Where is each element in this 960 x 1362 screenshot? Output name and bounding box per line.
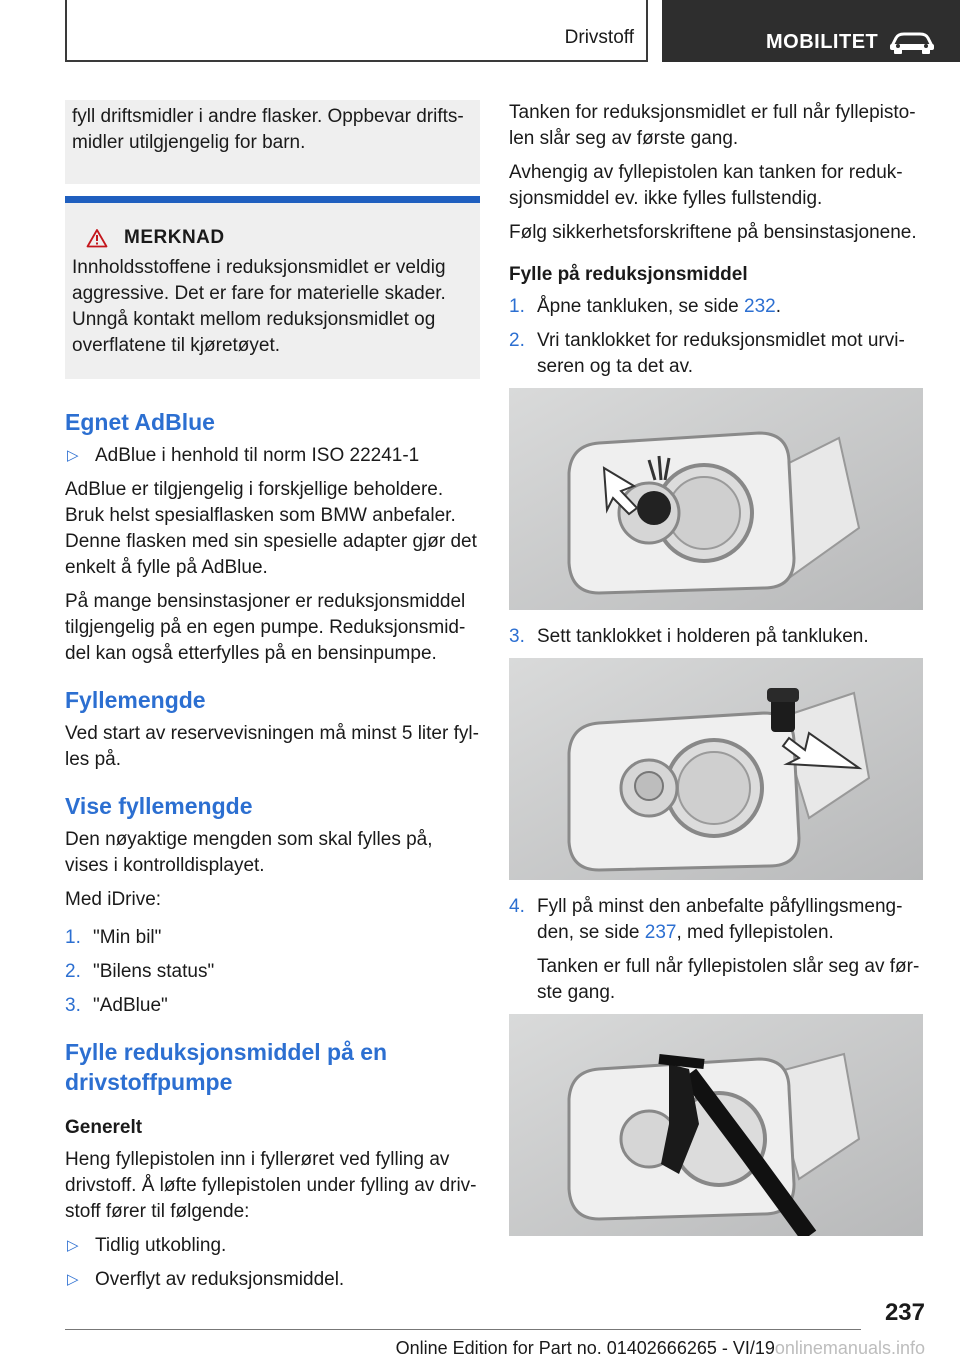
- warning-continuation-box: [65, 100, 480, 184]
- header-section-tab: [65, 0, 648, 62]
- note-text: Innholdsstoffene i reduksjonsmidlet er veldig aggressive. Det er fare for materielle skader. Unngå kontakt mellom reduksjonsmidlet og overflatene til kjøretøyet.: [72, 257, 446, 356]
- list-item: [65, 959, 480, 985]
- bullet-text: Tidlig utkobling.: [95, 1235, 227, 1256]
- step-number: 1.: [65, 927, 81, 948]
- list-item: [509, 328, 923, 380]
- step-number: 3.: [509, 626, 525, 647]
- note-header: [72, 225, 473, 251]
- warning-triangle-icon: [86, 228, 108, 248]
- footer-edition: [396, 1335, 925, 1361]
- step-number: 2.: [65, 961, 81, 982]
- list-item: [65, 993, 480, 1019]
- list-item: [509, 624, 923, 650]
- heading-egnet-adblue: Egnet AdBlue: [65, 409, 215, 435]
- chapter-tab: [662, 0, 960, 62]
- page-link[interactable]: 232: [744, 296, 776, 317]
- car-icon: [888, 30, 936, 54]
- page-number: 237: [884, 1299, 925, 1326]
- step-number: 2.: [509, 330, 525, 351]
- step-text: [537, 894, 923, 946]
- illustration-cap-in-holder: [509, 658, 923, 880]
- paragraph: Avhengig av fyllepistolen kan tanken for reduksjonsmiddel ev. ikke fylles fullstendig.: [509, 162, 903, 209]
- subheading-fylle-pa-reduksjonsmiddel: Fylle på reduksjonsmiddel: [509, 264, 748, 285]
- paragraph: Med iDrive:: [65, 889, 162, 910]
- step-text: Sett tanklokket i holderen på tankluken.: [537, 626, 869, 647]
- list-item: [65, 1267, 480, 1293]
- heading-vise-fyllemengde: Vise fyllemengde: [65, 793, 253, 819]
- step-text-part: Fyll på minst den anbefalte påfyllingsmengden, se side: [537, 896, 903, 943]
- illustration-cap-removal: [509, 388, 923, 610]
- illustration-filling-nozzle: [509, 1014, 923, 1236]
- note-title: MERKNAD: [124, 227, 225, 248]
- list-item: [509, 894, 923, 946]
- list-item: [65, 1233, 480, 1259]
- note-box: [65, 196, 480, 379]
- step-text: Tanken er full når fyllepistolen slår seg av første gang.: [537, 956, 920, 1003]
- bullet-triangle-icon: ▷: [67, 1237, 79, 1254]
- edition-text: Online Edition for Part no. 01402666265 - VI/19: [395, 1338, 775, 1358]
- paragraph: AdBlue er tilgjengelig i forskjellige beholdere. Bruk helst spesialflasken som BMW anbefaler. Denne flasken med sin spesielle adapter gjør det enkelt å fylle på AdBlue.: [65, 479, 477, 578]
- watermark: onlinemanuals.info: [774, 1338, 925, 1358]
- paragraph: Heng fyllepistolen inn i fyllerøret ved fylling av drivstoff. Å løfte fyllepistolen under fylling av drivstoff fører til følgende:: [65, 1149, 477, 1222]
- list-item: [65, 443, 480, 469]
- step-text-part: , med fyllepistolen.: [676, 922, 834, 943]
- step-text: "AdBlue": [93, 995, 168, 1016]
- bullet-triangle-icon: ▷: [67, 447, 79, 464]
- warning-continuation-text: fyll driftsmidler i andre flasker. Oppbevar driftsmidler utilgjengelig for barn.: [72, 106, 464, 153]
- list-item-continuation: [509, 954, 923, 1006]
- paragraph: Følg sikkerhetsforskriftene på bensinstasjonene.: [509, 222, 917, 243]
- section-title: Drivstoff: [564, 27, 634, 48]
- bullet-text: AdBlue i henhold til norm ISO 22241-1: [95, 445, 420, 466]
- paragraph: Den nøyaktige mengden som skal fylles på, vises i kontrolldisplayet.: [65, 829, 433, 876]
- step-number: 4.: [509, 896, 525, 917]
- heading-fylle-pa-drivstoffpumpe: Fylle reduksjonsmiddel på en drivstoffpumpe: [65, 1039, 388, 1095]
- chapter-title: MOBILITET: [766, 31, 879, 53]
- step-number: 1.: [509, 296, 525, 317]
- paragraph: Ved start av reservevisningen må minst 5 liter fylles på.: [65, 723, 479, 770]
- left-column: [65, 100, 480, 1301]
- footer-divider: [65, 1329, 861, 1330]
- step-text-part: .: [775, 296, 782, 317]
- bullet-text: Overflyt av reduksjonsmiddel.: [95, 1269, 345, 1290]
- heading-fyllemengde: Fyllemengde: [65, 687, 206, 713]
- paragraph: Tanken for reduksjonsmidlet er full når fyllepistolen slår seg av første gang.: [509, 102, 916, 149]
- list-item: [65, 925, 480, 951]
- subheading-generelt: Generelt: [65, 1117, 143, 1138]
- page-link[interactable]: 237: [644, 922, 677, 943]
- right-column: [509, 100, 923, 1250]
- step-text: "Min bil": [93, 927, 162, 948]
- list-item: [509, 294, 923, 320]
- paragraph: På mange bensinstasjoner er reduksjonsmiddel tilgjengelig på en egen pumpe. Reduksjonsmiddel kan også etterfylles på en bensinpumpe.: [65, 591, 466, 664]
- step-text: "Bilens status": [93, 961, 215, 982]
- step-text: Vri tanklokket for reduksjonsmidlet mot urviseren og ta det av.: [537, 330, 905, 377]
- step-number: 3.: [65, 995, 81, 1016]
- step-text: [537, 294, 781, 320]
- bullet-triangle-icon: ▷: [67, 1271, 79, 1288]
- step-text-part: Åpne tankluken, se side: [537, 296, 745, 317]
